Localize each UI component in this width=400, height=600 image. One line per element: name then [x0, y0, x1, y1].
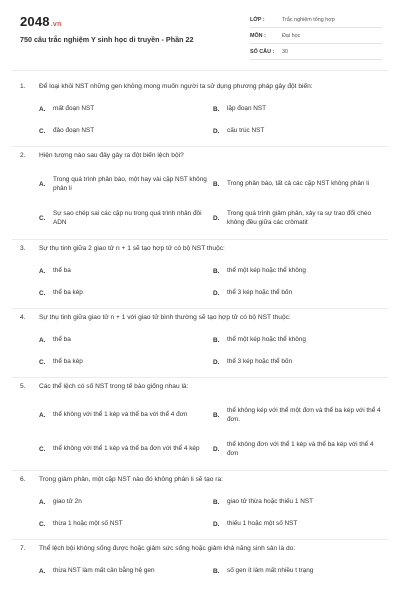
option-a[interactable]: [39, 260, 213, 282]
option-letter: D.: [213, 445, 220, 453]
option-c[interactable]: [39, 513, 213, 535]
question-text: [20, 309, 386, 329]
question-text: [20, 378, 386, 398]
question-stem: Trong giảm phân, một cặp NST nào đó không phân li sẽ tạo ra:: [39, 476, 224, 483]
header-divider: [12, 70, 388, 71]
option-text: giao tử 2n: [53, 498, 82, 506]
option-letter: C.: [39, 358, 46, 366]
option-d[interactable]: [213, 351, 387, 373]
option-list: [39, 398, 386, 470]
option-text: thể 3 kép hoặc thể bốn: [227, 289, 293, 297]
option-list: [39, 491, 386, 539]
question-stem: Thể lệch bội không sống được hoặc giảm sức sống hoặc giảm khả năng sinh sản là do:: [39, 545, 296, 552]
option-letter: A.: [39, 180, 46, 188]
option-letter: B.: [213, 267, 220, 275]
option-text: thể 3 kép hoặc thể bốn: [227, 358, 293, 366]
question-list: [0, 78, 400, 586]
question-number: 2.: [20, 152, 26, 159]
question-number: 7.: [20, 545, 26, 552]
option-text: thể không với thể 1 kép và thể ba với thể 4 đơn: [53, 411, 188, 419]
question-stem: Hiện tượng nào sau đây gây ra đột biến lệch bội?: [39, 152, 184, 159]
option-text: Trong quá trình giảm phân, xảy ra sự trao đổi chéo không đều giữa các crômatit: [227, 209, 372, 226]
option-b[interactable]: [213, 167, 387, 201]
option-b[interactable]: [213, 398, 387, 432]
option-b[interactable]: [213, 98, 387, 120]
meta-key: SỐ CÂU :: [250, 48, 275, 55]
option-letter: A.: [39, 498, 46, 506]
option-letter: C.: [39, 214, 46, 222]
option-text: đảo đoạn NST: [53, 127, 95, 135]
meta-value: Trắc nghiệm tổng hợp: [282, 16, 335, 23]
option-c[interactable]: [39, 201, 213, 235]
meta-class: [250, 12, 382, 28]
question-1: [0, 78, 400, 146]
option-a[interactable]: [39, 329, 213, 351]
question-number: 5.: [20, 383, 26, 390]
option-text: lặp đoạn NST: [227, 105, 267, 113]
option-text: Trong quá trình phân bào, một hay vài cặp NST không phân li: [53, 175, 207, 192]
option-letter: D.: [213, 289, 220, 297]
question-2: [0, 147, 400, 239]
question-stem: Sự thụ tinh giữa giao tử n + 1 với giao tử bình thường sẽ tạo hợp tử có bộ NST thuộc:: [39, 314, 291, 321]
option-a[interactable]: [39, 167, 213, 201]
meta-value: Đại học: [282, 32, 301, 39]
option-list: [39, 167, 386, 239]
option-list: [39, 329, 386, 377]
option-letter: A.: [39, 411, 46, 419]
option-b[interactable]: [213, 560, 387, 582]
option-letter: A.: [39, 567, 46, 575]
option-text: thể ba kép: [53, 358, 83, 366]
option-text: thể không với thể 1 kép và thể ba đơn với thể 4 kép: [53, 445, 200, 453]
option-list: [39, 98, 386, 146]
question-number: 3.: [20, 245, 26, 252]
option-letter: C.: [39, 445, 46, 453]
option-letter: D.: [213, 520, 220, 528]
question-3: [0, 240, 400, 308]
option-text: thể ba: [53, 267, 71, 275]
option-d[interactable]: [213, 513, 387, 535]
option-b[interactable]: [213, 329, 387, 351]
question-5: [0, 378, 400, 470]
quiz-meta: [250, 12, 382, 60]
option-d[interactable]: [213, 282, 387, 304]
option-letter: A.: [39, 105, 46, 113]
option-letter: B.: [213, 498, 220, 506]
option-text: thể không đơn với thể 1 kép và thể ba kép với thể 4 đơn: [227, 440, 374, 457]
option-letter: B.: [213, 105, 220, 113]
logo-suffix: .vn: [50, 21, 62, 28]
option-text: Trong phân bào, tất cả các cặp NST không phân li: [227, 180, 370, 188]
question-6: [0, 471, 400, 539]
option-letter: A.: [39, 267, 46, 275]
option-list: [39, 260, 386, 308]
page-header: [0, 0, 400, 68]
option-d[interactable]: [213, 432, 387, 466]
page-title: 750 câu trắc nghiệm Y sinh học di truyền - Phần 22: [20, 35, 194, 44]
question-number: 6.: [20, 476, 26, 483]
question-number: 4.: [20, 314, 26, 321]
option-list: [39, 560, 386, 586]
meta-key: MÔN :: [250, 32, 266, 39]
logo-text: 2048: [20, 14, 50, 29]
option-text: thể ba: [53, 336, 71, 344]
option-a[interactable]: [39, 491, 213, 513]
option-b[interactable]: [213, 491, 387, 513]
option-b[interactable]: [213, 260, 387, 282]
question-stem: Sự thụ tinh giữa 2 giao tử n + 1 sẽ tạo hợp tử có bộ NST thuộc:: [39, 245, 225, 252]
meta-subject: [250, 28, 382, 44]
option-letter: D.: [213, 214, 220, 222]
question-4: [0, 309, 400, 377]
option-letter: C.: [39, 520, 46, 528]
option-text: thể ba kép: [53, 289, 83, 297]
question-text: [20, 471, 386, 491]
option-text: thể một kép hoặc thể không: [227, 336, 306, 344]
option-d[interactable]: [213, 201, 387, 235]
question-stem: Các thể lệch có số NST trong tế bào giống nhau là:: [39, 383, 189, 390]
option-a[interactable]: [39, 98, 213, 120]
option-text: thể không kép với thể một đơn và thể ba kép với thể 4 đơn.: [227, 406, 381, 423]
option-text: thể một kép hoặc thể không: [227, 267, 306, 275]
question-text: [20, 147, 386, 167]
option-text: mất đoạn NST: [53, 105, 95, 113]
question-number: 1.: [20, 83, 26, 90]
option-c[interactable]: [39, 351, 213, 373]
option-letter: D.: [213, 127, 220, 135]
option-text: thiếu 1 hoặc một số NST: [227, 520, 298, 528]
option-letter: B.: [213, 567, 220, 575]
option-letter: C.: [39, 127, 46, 135]
site-logo[interactable]: [20, 14, 61, 29]
option-text: Sự sao chép sai các cặp nu trong quá trình nhân đôi ADN: [53, 209, 202, 226]
question-stem: Để loại khỏi NST những gen không mong muốn người ta sử dụng phương pháp gây đột biến:: [39, 83, 313, 90]
option-c[interactable]: [39, 282, 213, 304]
option-text: giao tử thừa hoặc thiếu 1 NST: [227, 498, 314, 506]
question-text: [20, 240, 386, 260]
option-text: thừa 1 hoặc một số NST: [53, 520, 123, 528]
option-a[interactable]: [39, 398, 213, 432]
option-letter: C.: [39, 289, 46, 297]
option-letter: B.: [213, 336, 220, 344]
option-a[interactable]: [39, 560, 213, 582]
option-c[interactable]: [39, 432, 213, 466]
option-text: cấu trúc NST: [227, 127, 265, 135]
option-text: số gen ít làm mất nhiều t trạng: [227, 567, 314, 575]
option-letter: B.: [213, 411, 220, 419]
question-text: [20, 78, 386, 98]
meta-count: [250, 44, 382, 60]
option-d[interactable]: [213, 120, 387, 142]
option-letter: A.: [39, 336, 46, 344]
option-letter: B.: [213, 180, 220, 188]
question-text: [20, 540, 386, 560]
question-7: [0, 540, 400, 586]
option-text: thừa NST làm mất cân bằng hệ gen: [53, 567, 155, 575]
meta-value: 30: [282, 48, 288, 55]
option-letter: D.: [213, 358, 220, 366]
meta-key: LỚP :: [250, 16, 265, 23]
option-c[interactable]: [39, 120, 213, 142]
